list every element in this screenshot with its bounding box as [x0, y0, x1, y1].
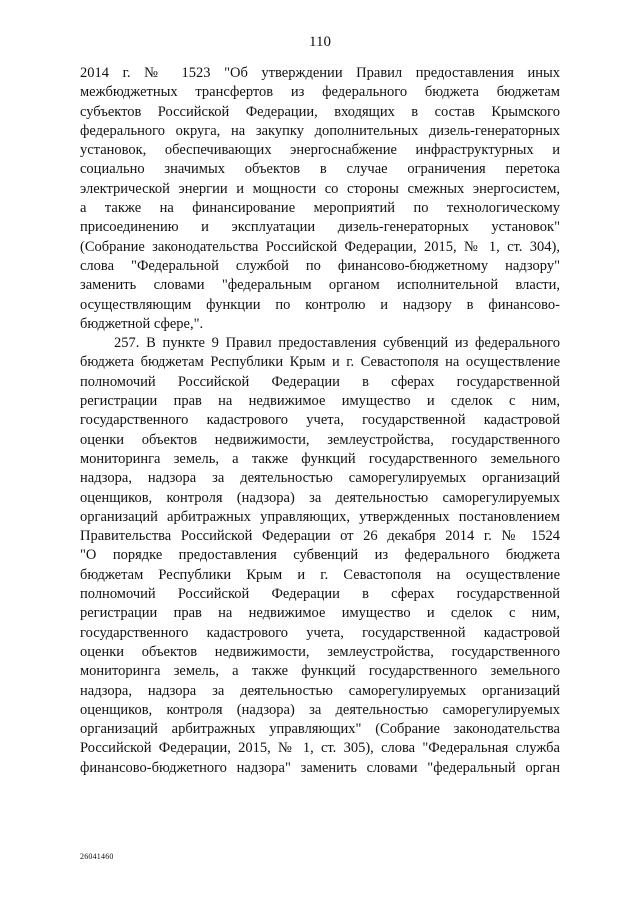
text-line: 2014 г. № 1523 "Об утверждении Правил предоставления иных: [80, 65, 560, 81]
text-line: государственного кадастрового учета, государственной кадастровой: [80, 624, 560, 641]
text-line: социально значимых объектов в случае ограничения перетока: [80, 161, 560, 178]
text-line: электрической энергии и мощности со стороны смежных энергосистем,: [80, 180, 560, 197]
text-line: регистрации прав на недвижимое имущество и сделок с ним,: [80, 605, 560, 622]
paragraph-first-line: 257. В пункте 9 Правил предоставления субвенций из федерального: [114, 335, 560, 352]
text-line: Правительства Российской Федерации от 26 декабря 2014 г. № 1524: [80, 528, 560, 545]
document-code: 26041460: [80, 852, 114, 861]
text-line: слова "Федеральной службой по финансово-бюджетному надзору": [80, 257, 560, 274]
text-line: регистрации прав на недвижимое имущество и сделок с ним,: [80, 393, 560, 410]
text-line: полномочий Российской Федерации в сферах государственной: [80, 586, 560, 603]
text-line: межбюджетных трансфертов из федерального бюджета бюджетам: [80, 84, 560, 101]
text-line: организаций арбитражных управляющих, утвержденных постановлением: [80, 508, 560, 525]
text-line: финансово-бюджетного надзора" заменить словами "федеральный орган: [80, 759, 560, 776]
text-line: оценщиков, контроля (надзора) за деятельностью саморегулируемых: [80, 701, 560, 718]
document-body: [80, 64, 560, 778]
text-line: Российской Федерации, 2015, № 1, ст. 305), слова "Федеральная служба: [80, 740, 560, 757]
text-line: мониторинга земель, а также функций государственного земельного: [80, 663, 560, 680]
text-line: полномочий Российской Федерации в сферах государственной: [80, 373, 560, 390]
text-line: надзора, надзора за деятельностью саморегулируемых организаций: [80, 682, 560, 699]
text-line: мониторинга земель, а также функций государственного земельного: [80, 450, 560, 467]
text-line: федерального округа, на закупку дополнительных дизель-генераторных: [80, 122, 560, 139]
text-line: присоединению и эксплуатации дизель-генераторных установок": [80, 219, 560, 236]
page-number: 110: [309, 34, 331, 50]
text-line: бюджетам Республики Крым и г. Севастополя на осуществление: [80, 566, 560, 583]
text-line: организаций арбитражных управляющих" (Собрание законодательства: [80, 721, 560, 738]
text-line: "О порядке предоставления субвенций из федерального бюджета: [80, 547, 560, 564]
text-line: оценки объектов недвижимости, землеустройства, государственного: [80, 431, 560, 448]
text-line: установок, обеспечивающих энергоснабжение инфраструктурных и: [80, 142, 560, 159]
text-line: оценщиков, контроля (надзора) за деятельностью саморегулируемых: [80, 489, 560, 506]
text-line: бюджета бюджетам Республики Крым и г. Севастополя на осуществление: [80, 354, 560, 371]
text-line: осуществляющим функции по контролю и надзору в финансово-: [80, 296, 560, 313]
text-line: субъектов Российской Федерации, входящих в состав Крымского: [80, 103, 560, 120]
text-line: (Собрание законодательства Российской Федерации, 2015, № 1, ст. 304),: [80, 238, 560, 255]
text-line: надзора, надзора за деятельностью саморегулируемых организаций: [80, 470, 560, 487]
text-line: а также на финансирование мероприятий по технологическому: [80, 200, 560, 217]
text-line: государственного кадастрового учета, государственной кадастровой: [80, 412, 560, 429]
text-line: оценки объектов недвижимости, землеустройства, государственного: [80, 643, 560, 660]
text-line: заменить словами "федеральным органом исполнительной власти,: [80, 277, 560, 294]
text-line: бюджетной сфере,".: [80, 315, 204, 332]
